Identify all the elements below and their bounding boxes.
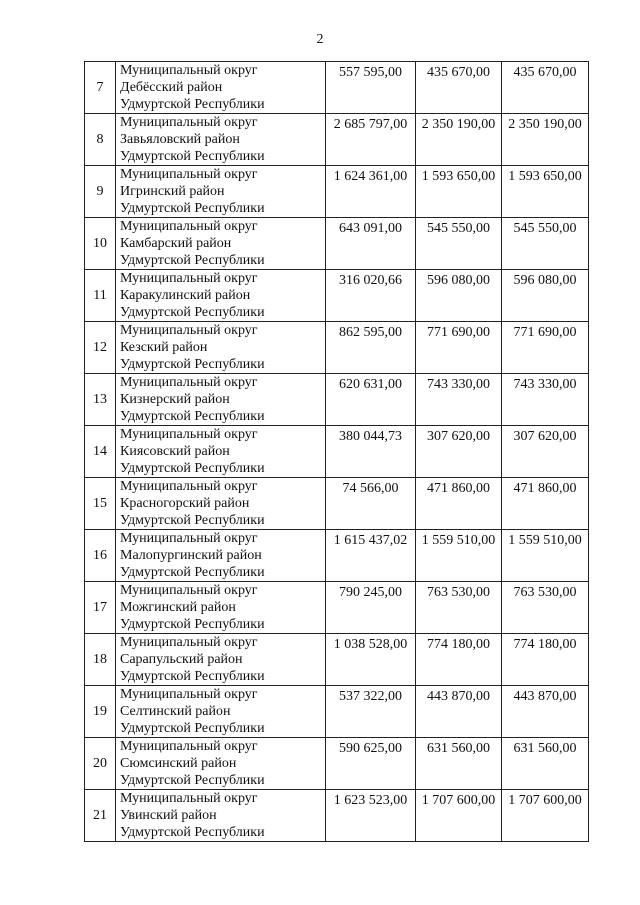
amount-cell-3: 545 550,00 [502, 218, 589, 270]
municipality-name [116, 738, 326, 790]
amount-cell-3: 443 870,00 [502, 686, 589, 738]
row-number: 12 [85, 322, 116, 374]
municipality-name [116, 634, 326, 686]
name-line-1: Муниципальный округ [120, 167, 258, 182]
amount-cell-2: 307 620,00 [416, 426, 502, 478]
row-number: 8 [85, 114, 116, 166]
name-line-1: Муниципальный округ [120, 687, 258, 702]
name-line-2: Камбарский район [120, 236, 232, 251]
amount-cell-2: 771 690,00 [416, 322, 502, 374]
row-number: 10 [85, 218, 116, 270]
name-line-3: Удмуртской Республики [120, 409, 265, 424]
name-line-1: Муниципальный округ [120, 583, 258, 598]
budget-table [84, 61, 589, 842]
table-row [85, 374, 589, 426]
name-line-2: Каракулинский район [120, 288, 251, 303]
amount-cell-3: 596 080,00 [502, 270, 589, 322]
amount-cell-2: 545 550,00 [416, 218, 502, 270]
amount-cell-2: 1 559 510,00 [416, 530, 502, 582]
name-line-2: Сюмсинский район [120, 756, 237, 771]
amount-cell-3: 435 670,00 [502, 62, 589, 114]
amount-cell-1: 862 595,00 [326, 322, 416, 374]
name-line-1: Муниципальный округ [120, 791, 258, 806]
name-line-3: Удмуртской Республики [120, 513, 265, 528]
amount-cell-2: 2 350 190,00 [416, 114, 502, 166]
amount-cell-1: 2 685 797,00 [326, 114, 416, 166]
name-line-1: Муниципальный округ [120, 531, 258, 546]
table-row [85, 322, 589, 374]
table-row [85, 270, 589, 322]
municipality-name [116, 322, 326, 374]
name-line-3: Удмуртской Республики [120, 825, 265, 840]
table-row [85, 114, 589, 166]
name-line-3: Удмуртской Республики [120, 565, 265, 580]
municipality-name [116, 686, 326, 738]
municipality-name [116, 582, 326, 634]
amount-cell-1: 1 624 361,00 [326, 166, 416, 218]
amount-cell-1: 537 322,00 [326, 686, 416, 738]
amount-cell-3: 2 350 190,00 [502, 114, 589, 166]
name-line-2: Сарапульский район [120, 652, 243, 667]
amount-cell-2: 596 080,00 [416, 270, 502, 322]
table-row [85, 166, 589, 218]
amount-cell-1: 1 615 437,02 [326, 530, 416, 582]
row-number: 15 [85, 478, 116, 530]
name-line-3: Удмуртской Республики [120, 669, 265, 684]
name-line-2: Киясовский район [120, 444, 230, 459]
row-number: 19 [85, 686, 116, 738]
name-line-2: Игринский район [120, 184, 225, 199]
name-line-1: Муниципальный округ [120, 219, 258, 234]
row-number: 18 [85, 634, 116, 686]
municipality-name [116, 114, 326, 166]
name-line-2: Дебёсский район [120, 80, 223, 95]
amount-cell-3: 763 530,00 [502, 582, 589, 634]
name-line-2: Увинский район [120, 808, 217, 823]
row-number: 9 [85, 166, 116, 218]
row-number: 16 [85, 530, 116, 582]
name-line-2: Малопургинский район [120, 548, 262, 563]
amount-cell-3: 774 180,00 [502, 634, 589, 686]
amount-cell-2: 631 560,00 [416, 738, 502, 790]
name-line-1: Муниципальный округ [120, 635, 258, 650]
name-line-3: Удмуртской Республики [120, 357, 265, 372]
amount-cell-2: 443 870,00 [416, 686, 502, 738]
row-number: 20 [85, 738, 116, 790]
amount-cell-2: 763 530,00 [416, 582, 502, 634]
name-line-2: Кизнерский район [120, 392, 230, 407]
amount-cell-1: 620 631,00 [326, 374, 416, 426]
municipality-name [116, 426, 326, 478]
name-line-3: Удмуртской Республики [120, 253, 265, 268]
name-line-1: Муниципальный округ [120, 427, 258, 442]
name-line-3: Удмуртской Республики [120, 149, 265, 164]
municipality-name [116, 790, 326, 842]
amount-cell-1: 1 038 528,00 [326, 634, 416, 686]
table-row [85, 634, 589, 686]
amount-cell-3: 471 860,00 [502, 478, 589, 530]
row-number: 13 [85, 374, 116, 426]
amount-cell-1: 643 091,00 [326, 218, 416, 270]
name-line-1: Муниципальный округ [120, 739, 258, 754]
amount-cell-1: 590 625,00 [326, 738, 416, 790]
name-line-1: Муниципальный округ [120, 115, 258, 130]
name-line-1: Муниципальный округ [120, 479, 258, 494]
amount-cell-2: 435 670,00 [416, 62, 502, 114]
municipality-name [116, 530, 326, 582]
name-line-3: Удмуртской Республики [120, 305, 265, 320]
amount-cell-3: 771 690,00 [502, 322, 589, 374]
name-line-3: Удмуртской Республики [120, 97, 265, 112]
table-row [85, 426, 589, 478]
name-line-3: Удмуртской Республики [120, 773, 265, 788]
name-line-3: Удмуртской Республики [120, 721, 265, 736]
name-line-2: Красногорский район [120, 496, 250, 511]
municipality-name [116, 270, 326, 322]
name-line-1: Муниципальный округ [120, 323, 258, 338]
table-row [85, 62, 589, 114]
table-row [85, 478, 589, 530]
table-row [85, 790, 589, 842]
amount-cell-2: 774 180,00 [416, 634, 502, 686]
row-number: 14 [85, 426, 116, 478]
row-number: 11 [85, 270, 116, 322]
name-line-1: Муниципальный округ [120, 63, 258, 78]
name-line-2: Кезский район [120, 340, 208, 355]
amount-cell-3: 1 559 510,00 [502, 530, 589, 582]
table-row [85, 686, 589, 738]
row-number: 17 [85, 582, 116, 634]
name-line-1: Муниципальный округ [120, 271, 258, 286]
page-number: 2 [316, 32, 324, 47]
municipality-name [116, 478, 326, 530]
table-row [85, 738, 589, 790]
name-line-2: Можгинский район [120, 600, 236, 615]
municipality-name [116, 374, 326, 426]
amount-cell-3: 743 330,00 [502, 374, 589, 426]
name-line-2: Селтинский район [120, 704, 231, 719]
name-line-3: Удмуртской Республики [120, 201, 265, 216]
municipality-name [116, 166, 326, 218]
name-line-2: Завьяловский район [120, 132, 240, 147]
name-line-3: Удмуртской Республики [120, 617, 265, 632]
amount-cell-1: 557 595,00 [326, 62, 416, 114]
amount-cell-1: 380 044,73 [326, 426, 416, 478]
amount-cell-3: 1 593 650,00 [502, 166, 589, 218]
amount-cell-2: 1 707 600,00 [416, 790, 502, 842]
row-number: 7 [85, 62, 116, 114]
municipality-name [116, 218, 326, 270]
amount-cell-2: 743 330,00 [416, 374, 502, 426]
name-line-3: Удмуртской Республики [120, 461, 265, 476]
municipality-name [116, 62, 326, 114]
name-line-1: Муниципальный округ [120, 375, 258, 390]
table-row [85, 218, 589, 270]
amount-cell-1: 790 245,00 [326, 582, 416, 634]
row-number: 21 [85, 790, 116, 842]
amount-cell-2: 471 860,00 [416, 478, 502, 530]
amount-cell-3: 631 560,00 [502, 738, 589, 790]
table-row [85, 530, 589, 582]
amount-cell-1: 1 623 523,00 [326, 790, 416, 842]
table-row [85, 582, 589, 634]
amount-cell-3: 307 620,00 [502, 426, 589, 478]
amount-cell-3: 1 707 600,00 [502, 790, 589, 842]
amount-cell-2: 1 593 650,00 [416, 166, 502, 218]
amount-cell-1: 316 020,66 [326, 270, 416, 322]
amount-cell-1: 74 566,00 [326, 478, 416, 530]
